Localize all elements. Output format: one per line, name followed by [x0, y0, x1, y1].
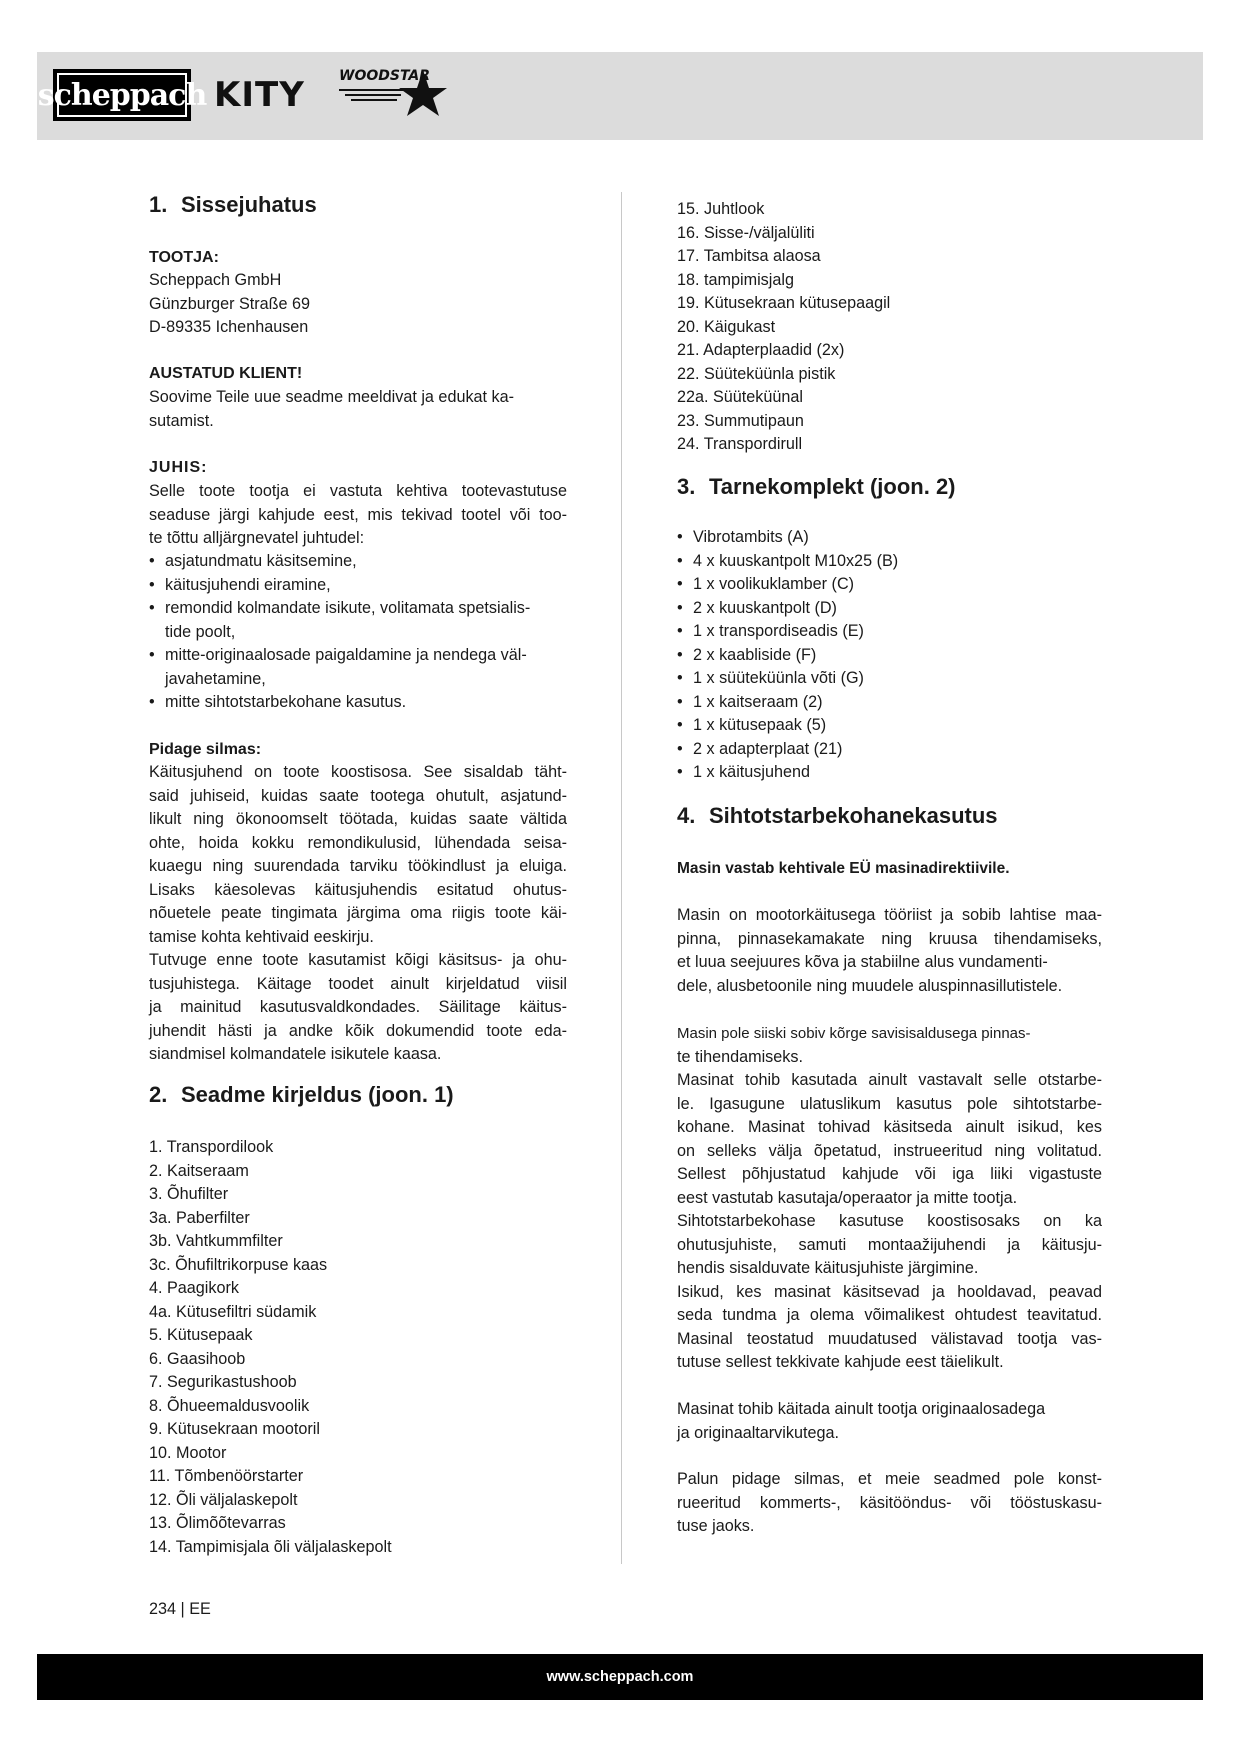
text-line: Soovime Teile uue seadme meeldivat ja edukat ka- [149, 388, 515, 406]
list-item: 22. Süüteküünla pistik [677, 364, 836, 383]
section-3-heading: 3. Tarnekomplekt (joon. 2) [677, 474, 956, 499]
bullet-item: • 1 x transpordiseadis (E) [677, 620, 1102, 644]
footer-url[interactable]: www.scheppach.com [546, 1669, 694, 1685]
text-line: Masinat tohib käitada ainult tootja originaalosadega [677, 1400, 1046, 1418]
text-line: ohutusjuhiste, samuti montaažijuhendi ja käitusju- [677, 1235, 1102, 1254]
bullet-item: • 2 x kuuskantpolt (D) [677, 597, 1102, 621]
text-line: Lisaks käesolevas käitusjuhendis esitatud ohutus- [149, 880, 567, 899]
usage-paragraph-2 [677, 1022, 1102, 1375]
list-item: 2. Kaitseraam [149, 1161, 249, 1180]
list-item: 4. Paagikork [149, 1279, 239, 1297]
usage-paragraph-3 [677, 1398, 1102, 1445]
address-line: Scheppach GmbH [149, 271, 282, 289]
text-line: Tutvuge enne toote kasutamist kõigi käsitsus- ja ohu- [149, 951, 567, 969]
list-item: 6. Gaasihoob [149, 1349, 246, 1368]
text-line: Masinat tohib kasutada ainult vastavalt selle otstarbe- [677, 1071, 1102, 1089]
text-line: Palun pidage silmas, et meie seadmed pole konst- [677, 1470, 1102, 1488]
usage-paragraph-1 [677, 904, 1102, 998]
section-2-heading: 2. Seadme kirjeldus (joon. 1) [149, 1082, 454, 1107]
address-line: D-89335 Ichenhausen [149, 318, 309, 336]
list-item: 18. tampimisjalg [677, 270, 794, 289]
text-line: nõuetele peate tingimata järgima oma riigis toote käi- [149, 904, 567, 922]
footer-bar [37, 1654, 1203, 1700]
list-item: 9. Kütusekraan mootoril [149, 1420, 320, 1438]
manufacturer-address [149, 269, 310, 340]
bullet-item: • 1 x kaitseraam (2) [677, 691, 1102, 715]
text-line: Sihtotstarbekohase kasutuse koostisosaks on ka [677, 1212, 1102, 1230]
header-bar [37, 52, 1203, 140]
directive-text: Masin vastab kehtivale EÜ masinadirektiivile. [677, 860, 1010, 877]
text-line: kohane. Masinat tohivad käsitseda ainult isikud, kes [677, 1118, 1102, 1136]
text-line: likult ning ökonoomselt töötada, kuidas saate vältida [149, 810, 567, 828]
text-line: ja mainitud kasutusvaldkondades. Säilitage käitus- [149, 998, 567, 1016]
parts-list-left [149, 1136, 392, 1559]
text-line: pinna, pinnasekamakate ning kruusa tihendamiseks, [677, 929, 1102, 948]
address-line: Günzburger Straße 69 [149, 294, 311, 313]
list-item: 14. Tampimisjala õli väljalaskepolt [149, 1537, 392, 1556]
section-1-heading: 1. Sissejuhatus [149, 192, 317, 217]
list-item: 22a. Süüteküünal [677, 388, 804, 406]
bullet-item: • 4 x kuuskantpolt M10x25 (B) [677, 550, 1102, 574]
text-line: siandmisel kolmandatele isikutele kaasa. [149, 1045, 442, 1063]
attention-label: Pidage silmas: [149, 741, 262, 758]
list-item: 17. Tambitsa alaosa [677, 247, 821, 265]
text-line: kuaegu ning suurendada tarviku töökindlust ja eluiga. [149, 857, 567, 875]
text-line: Käitusjuhend on toote koostisosa. See sisaldab täht- [149, 763, 567, 781]
text-line: Selle toote tootja ei vastuta kehtiva tootevastutuse [149, 482, 567, 500]
note-text [149, 480, 567, 551]
bullet-item: • 2 x kaabliside (F) [677, 644, 1102, 668]
manufacturer-label: TOOTJA: [149, 249, 219, 266]
text-line: te tõttu alljärgnevatel juhtudel: [149, 529, 365, 547]
text-line: said juhiseid, kuidas saate tootega ohutult, asjatund- [149, 786, 567, 805]
text-line: seda tundma ja olema võimalikest ohtudest teavitatud. [677, 1306, 1102, 1324]
bullet-item: • remondid kolmandate isikute, volitamata spetsialis- tide poolt, [149, 597, 567, 644]
bullet-item: • 2 x adapterplaat (21) [677, 738, 1102, 762]
list-item: 21. Adapterplaadid (2x) [677, 341, 845, 359]
list-item: 10. Mootor [149, 1443, 227, 1462]
text-line: ohte, hoida kokku remondikulusid, lühendada seisa- [149, 833, 567, 852]
text-line: le. Igasugune ulatuslikum kasutus pole sihtotstarbe- [677, 1094, 1102, 1113]
list-item: 3. Õhufilter [149, 1185, 229, 1203]
text-line: juhendit hästi ja andke kõik dokumendid toote eda- [149, 1021, 567, 1040]
note-label: JUHIS: [149, 459, 208, 476]
bullet-item: • 1 x käitusjuhend [677, 761, 1102, 785]
list-item: 19. Kütusekraan kütusepaagil [677, 294, 891, 312]
page-number: 234 | EE [149, 1600, 211, 1618]
attention-text [149, 761, 567, 1067]
client-label: AUSTATUD KLIENT! [149, 365, 303, 382]
list-item: 4a. Kütusefiltri südamik [149, 1302, 317, 1321]
woodstar-logo [335, 64, 465, 124]
text-line: tuse jaoks. [677, 1517, 755, 1535]
text-line: on selleks välja õpetatud, instrueeritud ning volitatud. [677, 1141, 1102, 1160]
text-line: eest vastutab kasutaja/operaator ja mitte tootja. [677, 1188, 1018, 1207]
list-item: 15. Juhtlook [677, 200, 765, 218]
list-item: 8. Õhueemaldusvoolik [149, 1396, 310, 1415]
delivery-list [677, 526, 1102, 785]
text-line: tusjuhistega. Käitage toodet ainult kirjeldatud viisil [149, 974, 567, 993]
bullet-item: • asjatundmatu käsitsemine, [149, 550, 567, 574]
usage-paragraph-4 [677, 1468, 1102, 1539]
text-line: tamise kohta kehtivaid eeskirju. [149, 927, 374, 946]
list-item: 24. Transpordirull [677, 435, 803, 453]
list-item: 5. Kütusepaak [149, 1326, 253, 1344]
bullet-item: • 1 x süüteküünla võti (G) [677, 667, 1102, 691]
text-line: te tihendamiseks. [677, 1047, 803, 1066]
list-item: 1. Transpordilook [149, 1138, 274, 1156]
kity-logo: KITY [214, 75, 305, 115]
list-item: 3b. Vahtkummfilter [149, 1232, 283, 1250]
client-text [149, 386, 514, 433]
text-line: Masinal teostatud muudatused välistavad tootja vas- [677, 1329, 1102, 1348]
list-item: 3a. Paberfilter [149, 1208, 250, 1227]
column-divider [621, 192, 622, 1564]
woodstar-wordmark: WOODSTAR [339, 68, 431, 84]
bullet-item: • 1 x kütusepaak (5) [677, 714, 1102, 738]
bullet-item: • käitusjuhendi eiramine, [149, 574, 567, 598]
section-4-heading: 4. Sihtotstarbekohanekasutus [677, 803, 998, 828]
text-line: et luua seejuures kõva ja stabiilne alus vundamenti- [677, 953, 1048, 971]
bullet-item: • Vibrotambits (A) [677, 526, 1102, 550]
text-line: ja originaaltarvikutega. [677, 1423, 839, 1442]
list-item: 12. Õli väljalaskepolt [149, 1490, 298, 1509]
list-item: 23. Summutipaun [677, 411, 804, 430]
text-line: seaduse järgi kahjude eest, mis tekivad tootel või too- [149, 505, 567, 524]
list-item: 20. Käigukast [677, 317, 776, 336]
bullet-item: • mitte sihtotstarbekohane kasutus. [149, 691, 567, 715]
list-item: 11. Tõmbenöörstarter [149, 1467, 304, 1485]
bullet-item: • 1 x voolikuklamber (C) [677, 573, 1102, 597]
text-line: tutuse sellest tekkivate kahjude eest täielikult. [677, 1353, 1004, 1371]
text-line: Masin pole siiski sobiv kõrge savisisaldusega pinnas- [677, 1025, 1031, 1042]
text-line: Masin on mootorkäitusega tööriist ja sobib lahtise maa- [677, 906, 1102, 924]
text-line: Isikud, kes masinat käsitsevad ja hooldavad, peavad [677, 1282, 1102, 1301]
note-bullet-list [149, 550, 567, 715]
list-item: 7. Segurikastushoob [149, 1373, 297, 1391]
bullet-item: • mitte-originaalosade paigaldamine ja nendega väl- javahetamine, [149, 644, 567, 691]
list-item: 13. Õlimõõtevarras [149, 1514, 286, 1532]
text-line: rueeritud kommerts-, käsitööndus- või tööstuskasu- [677, 1493, 1102, 1512]
list-item: 16. Sisse-/väljalüliti [677, 223, 815, 242]
scheppach-logo: scheppach [53, 69, 191, 121]
list-item: 3c. Õhufiltrikorpuse kaas [149, 1255, 328, 1274]
text-line: sutamist. [149, 411, 214, 430]
parts-list-right [677, 198, 890, 457]
text-line: Sellest põhjustatud kahjude või iga liiki vigastuste [677, 1165, 1102, 1183]
text-line: hendis sisalduvate käitusjuhiste järgimine. [677, 1259, 979, 1277]
text-line: dele, alusbetoonile ning muudele aluspinnasillutistele. [677, 976, 1063, 995]
